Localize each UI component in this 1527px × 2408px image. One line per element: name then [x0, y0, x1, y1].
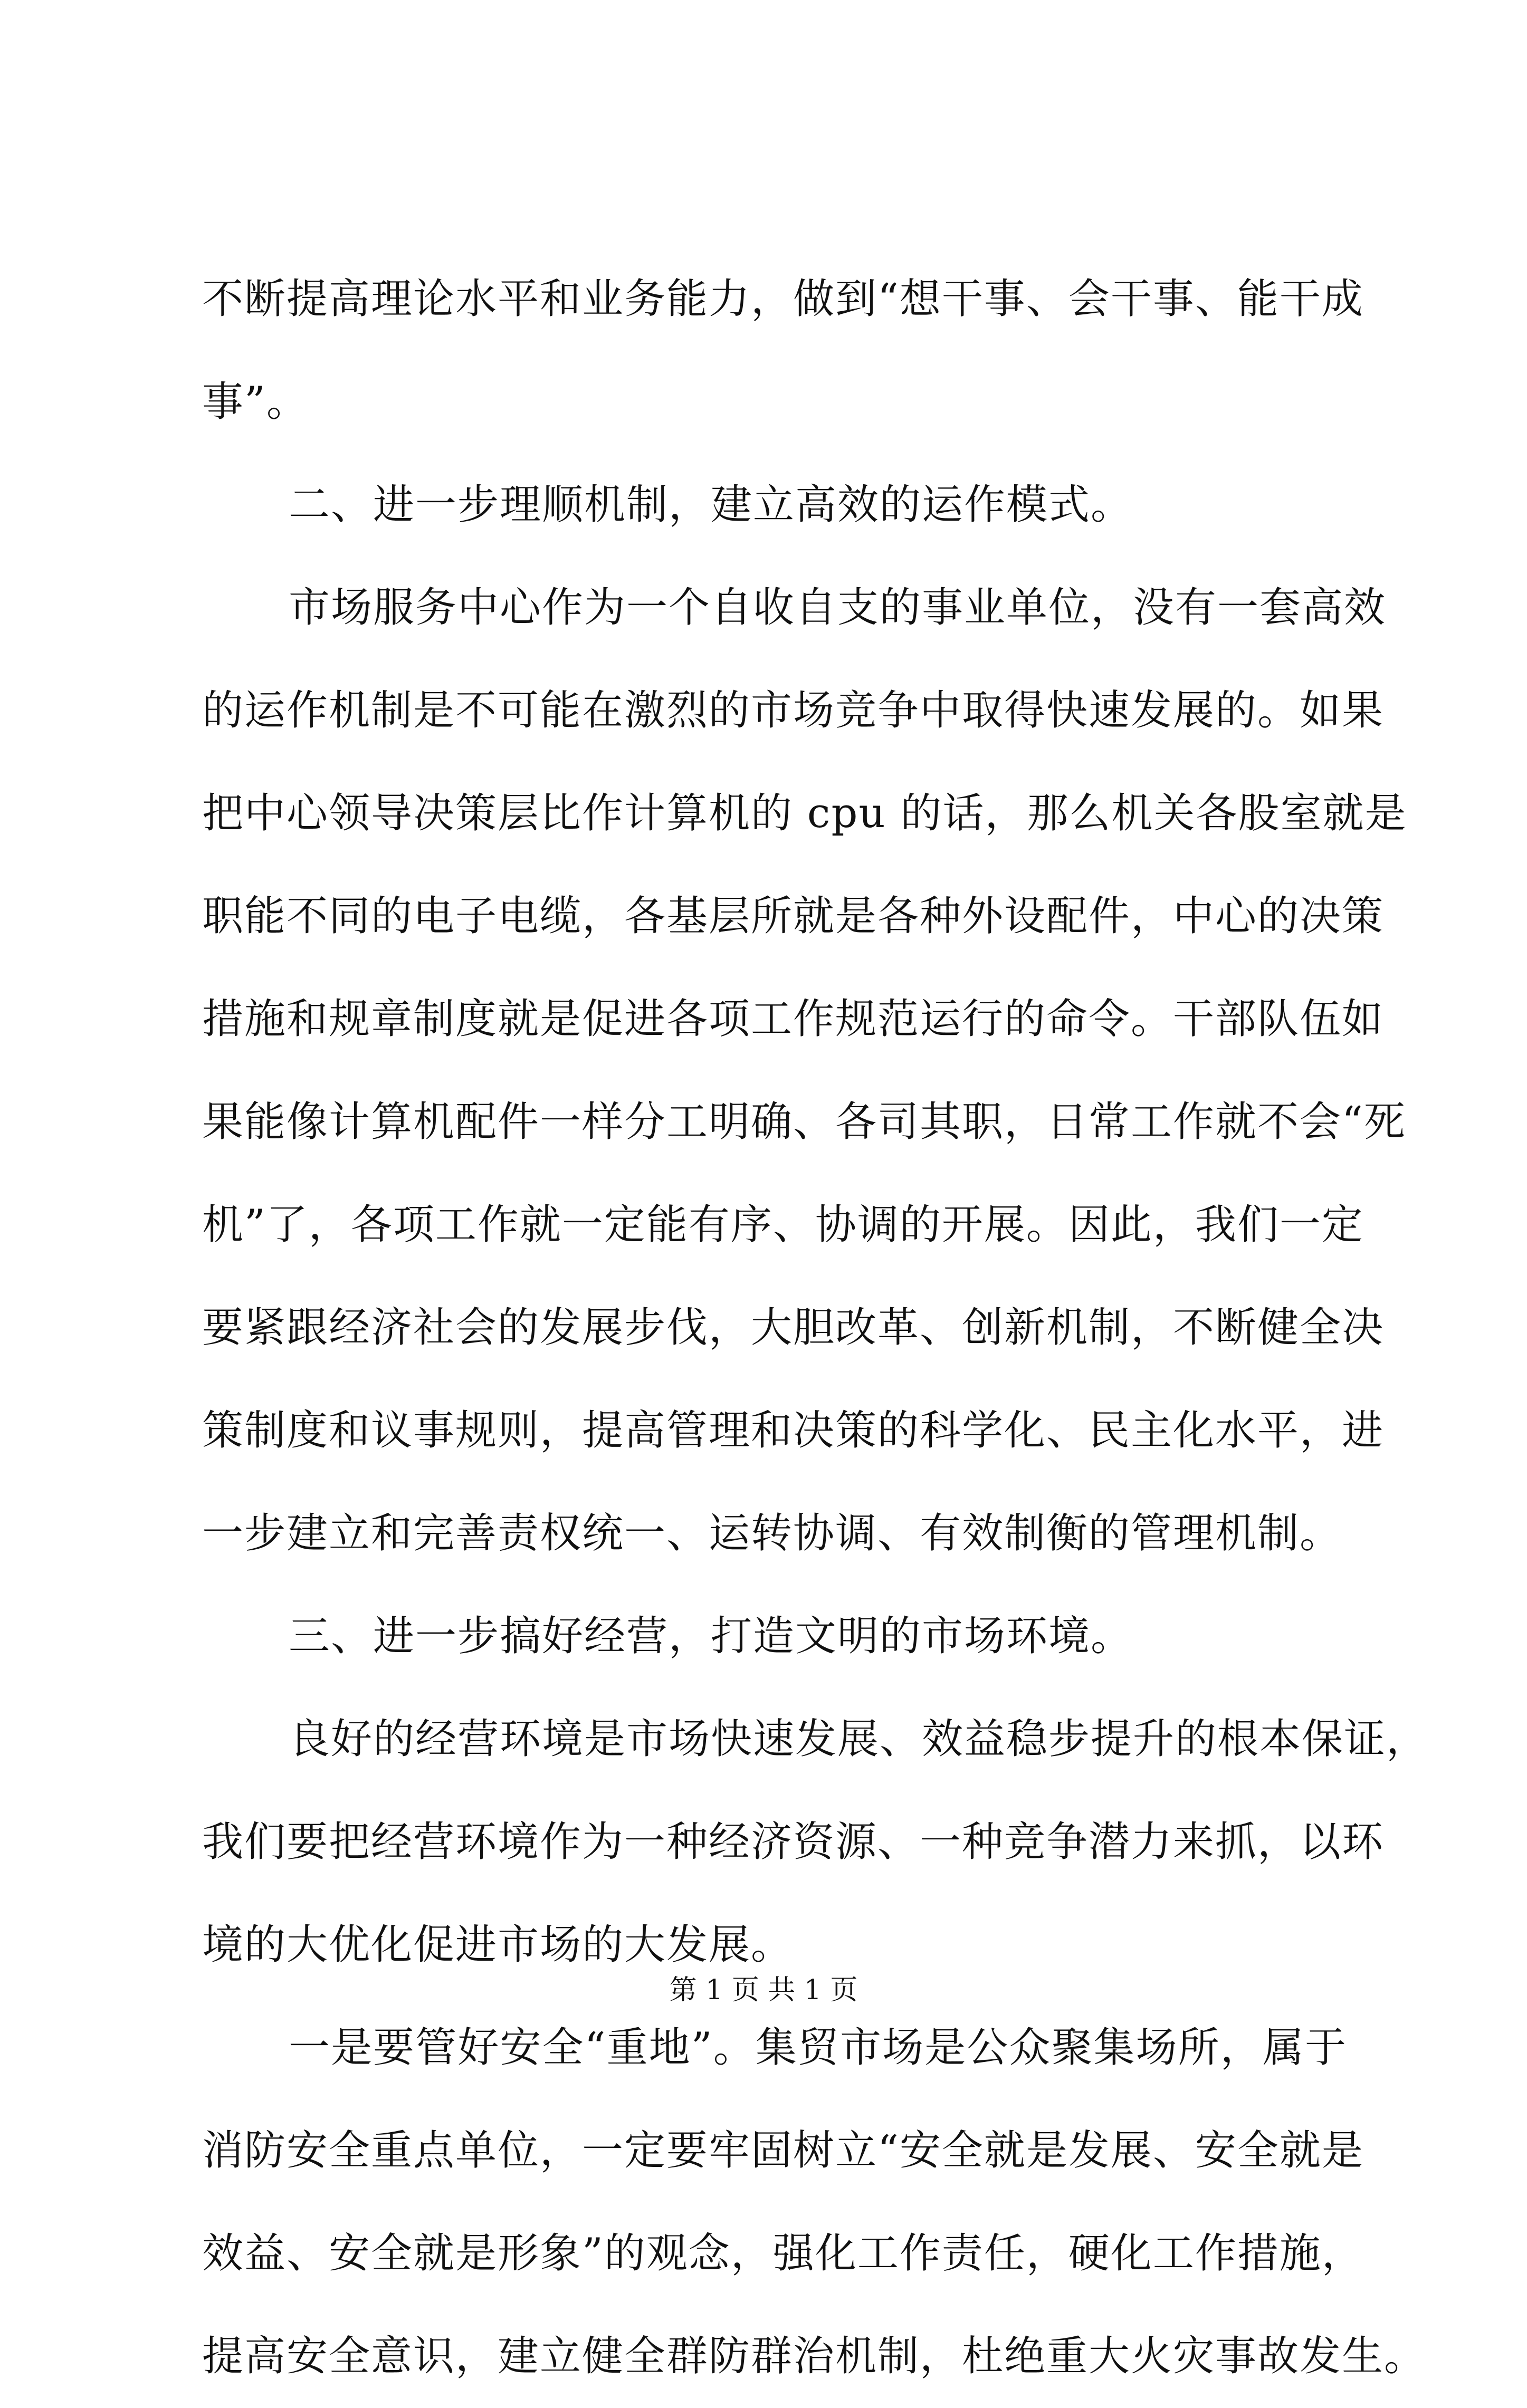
text-line: 果能像计算机配件一样分工明确、各司其职，日常工作就不会“死 — [202, 1098, 1406, 1146]
text-line: 机”了，各项工作就一定能有序、协调的开展。因此，我们一定 — [202, 1201, 1364, 1249]
paragraph-first-line: 良好的经营环境是市场快速发展、效益稳步提升的根本保证， — [289, 1715, 1429, 1763]
document-body — [202, 248, 1429, 2408]
text-line: 效益、安全就是形象”的观念，强化工作责任，硬化工作措施， — [202, 2230, 1364, 2277]
paragraph-first-line: 市场服务中心作为一个自收自支的事业单位，没有一套高效 — [289, 584, 1387, 631]
paragraph-first-line: 一是要管好安全“重地”。集贸市场是公众聚集场所，属于 — [289, 2024, 1347, 2071]
section-heading: 二、进一步理顺机制，建立高效的运作模式。 — [289, 481, 1133, 529]
text-line: 把中心领导决策层比作计算机的 cpu 的话，那么机关各股室就是 — [202, 790, 1407, 837]
text-line: 我们要把经营环境作为一种经济资源、一种竞争潜力来抓，以环 — [202, 1818, 1385, 1866]
text-line: 措施和规章制度就是促进各项工作规范运行的命令。干部队伍如 — [202, 995, 1385, 1043]
text-line: 事”。 — [202, 378, 309, 426]
text-line: 职能不同的电子电缆，各基层所就是各种外设配件，中心的决策 — [202, 893, 1385, 940]
text-line: 境的大优化促进市场的大发展。 — [202, 1921, 794, 1969]
text-line: 提高安全意识，建立健全群防群治机制，杜绝重大火灾事故发生。 — [202, 2333, 1427, 2380]
text-line: 的运作机制是不可能在激烈的市场竞争中取得快速发展的。如果 — [202, 687, 1385, 734]
text-line: 要紧跟经济社会的发展步伐，大胆改革、创新机制，不断健全决 — [202, 1304, 1385, 1351]
text-line: 消防安全重点单位，一定要牢固树立“安全就是发展、安全就是 — [202, 2127, 1364, 2174]
page-footer: 第 1 页 共 1 页 — [669, 1974, 858, 2006]
text-line: 一步建立和完善责权统一、运转协调、有效制衡的管理机制。 — [202, 1510, 1342, 1557]
text-line: 不断提高理论水平和业务能力，做到“想干事、会干事、能干成 — [202, 275, 1364, 323]
text-line: 策制度和议事规则，提高管理和决策的科学化、民主化水平，进 — [202, 1407, 1385, 1454]
section-heading: 三、进一步搞好经营，打造文明的市场环境。 — [289, 1613, 1133, 1660]
